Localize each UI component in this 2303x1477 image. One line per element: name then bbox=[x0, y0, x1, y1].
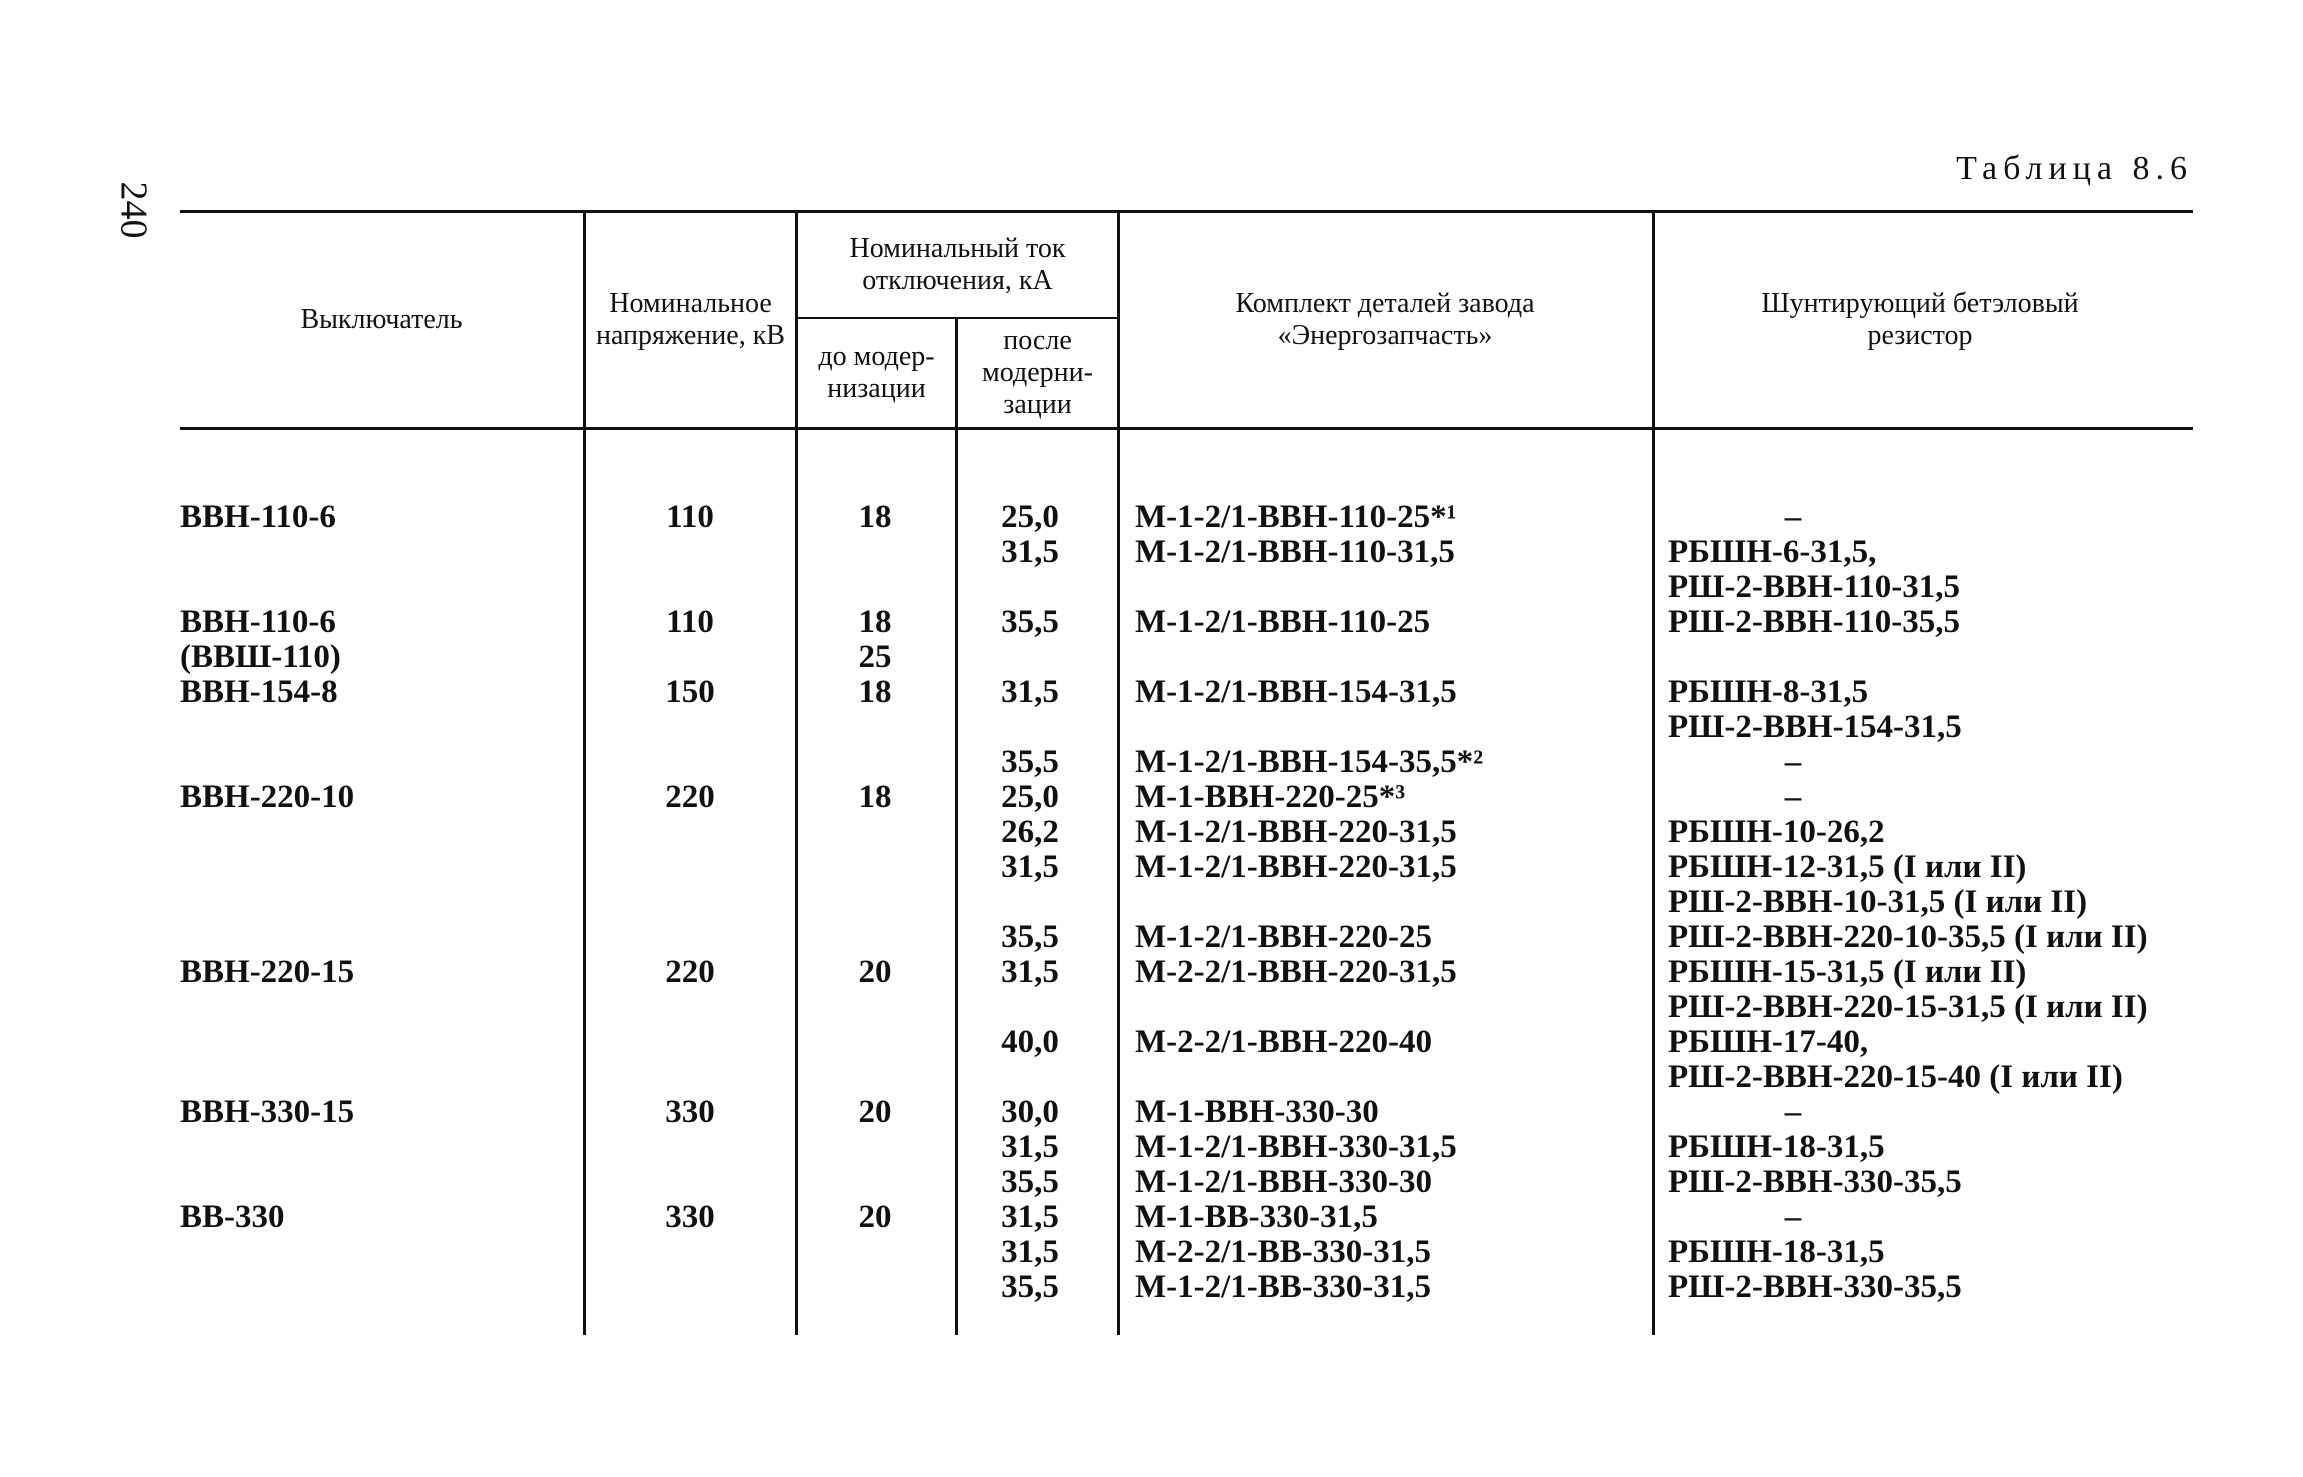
parts-kit: М-1-2/1-ВВН-110-25 bbox=[1135, 604, 1431, 640]
parts-kit: М-1-2/1-ВВН-110-25*¹ bbox=[1135, 499, 1457, 535]
resistor-line: – bbox=[1784, 779, 1802, 815]
rated-voltage: 110 bbox=[666, 499, 714, 535]
current-before: 18 bbox=[858, 674, 892, 710]
parts-kit: М-1-2/1-ВВН-220-25 bbox=[1135, 919, 1432, 955]
resistor-line: РБШН-12-31,5 (I или II) bbox=[1668, 849, 2027, 885]
current-before: 18 bbox=[858, 604, 892, 640]
current-after: 31,5 bbox=[1001, 674, 1059, 710]
parts-kit: М-1-ВВ-330-31,5 bbox=[1135, 1199, 1378, 1235]
resistor-line: РШ-2-ВВН-220-15-31,5 (I или II) bbox=[1668, 989, 2148, 1025]
resistor-line: РБШН-18-31,5 bbox=[1668, 1234, 1885, 1270]
rated-voltage: 110 bbox=[666, 604, 714, 640]
resistor-line: РБШН-17-40, bbox=[1668, 1024, 1869, 1060]
rated-voltage: 220 bbox=[665, 954, 715, 990]
current-after: 31,5 bbox=[1001, 1199, 1059, 1235]
parts-kit: М-2-2/1-ВВН-220-40 bbox=[1135, 1024, 1432, 1060]
parts-kit: М-2-2/1-ВВ-330-31,5 bbox=[1135, 1234, 1432, 1270]
parts-kit: М-1-2/1-ВВН-110-31,5 bbox=[1135, 534, 1455, 570]
rated-voltage: 330 bbox=[665, 1094, 715, 1130]
resistor-line: РБШН-10-26,2 bbox=[1668, 814, 1885, 850]
parts-kit: М-1-2/1-ВВН-154-35,5*² bbox=[1135, 744, 1484, 780]
breaker-name: ВВ-330 bbox=[180, 1199, 285, 1235]
parts-kit: М-1-ВВН-220-25*³ bbox=[1135, 779, 1406, 815]
resistor-line: РШ-2-ВВН-330-35,5 bbox=[1668, 1164, 1962, 1200]
current-after: 26,2 bbox=[1001, 814, 1059, 850]
resistor-line: РБШН-6-31,5, bbox=[1668, 534, 1877, 570]
breaker-name: ВВН-220-10 bbox=[180, 779, 355, 815]
current-after: 35,5 bbox=[1001, 744, 1059, 780]
current-before: 20 bbox=[858, 1094, 892, 1130]
resistor-line: – bbox=[1784, 499, 1802, 535]
resistor-line: – bbox=[1784, 1199, 1802, 1235]
current-before: 18 bbox=[858, 779, 892, 815]
resistor-line: РБШН-15-31,5 (I или II) bbox=[1668, 954, 2027, 990]
resistor-line: РШ-2-ВВН-154-31,5 bbox=[1668, 709, 1962, 745]
current-before: 25 bbox=[858, 639, 892, 675]
page-number: 240 bbox=[112, 181, 155, 239]
resistor-line: РШ-2-ВВН-220-15-40 (I или II) bbox=[1668, 1059, 2123, 1095]
resistor-line: РШ-2-ВВН-330-35,5 bbox=[1668, 1269, 1962, 1305]
current-before: 20 bbox=[858, 954, 892, 990]
column-divider bbox=[1117, 210, 1120, 1335]
rated-voltage: 150 bbox=[665, 674, 715, 710]
current-after: 31,5 bbox=[1001, 849, 1059, 885]
resistor-line: РШ-2-ВВН-110-31,5 bbox=[1668, 569, 1960, 605]
header-resistor: Шунтирующий бетэловый резистор bbox=[1761, 288, 2079, 351]
resistor-line: – bbox=[1784, 1094, 1802, 1130]
resistor-line: РБШН-18-31,5 bbox=[1668, 1129, 1885, 1165]
header-current-group: Номинальный ток отключения, кА bbox=[849, 233, 1066, 296]
parts-kit: М-1-2/1-ВВН-220-31,5 bbox=[1135, 849, 1457, 885]
current-after: 31,5 bbox=[1001, 1129, 1059, 1165]
header-bottom-rule bbox=[180, 427, 2193, 430]
parts-kit: М-1-2/1-ВВН-330-30 bbox=[1135, 1164, 1432, 1200]
resistor-line: РШ-2-ВВН-110-35,5 bbox=[1668, 604, 1960, 640]
table-caption: Таблица 8.6 bbox=[1956, 150, 2193, 187]
current-before: 18 bbox=[858, 499, 892, 535]
parts-kit: М-1-2/1-ВВН-220-31,5 bbox=[1135, 814, 1457, 850]
resistor-line: РШ-2-ВВН-220-10-35,5 (I или II) bbox=[1668, 919, 2148, 955]
header-before: до модер-низации bbox=[818, 341, 935, 404]
current-after: 35,5 bbox=[1001, 604, 1059, 640]
current-after: 35,5 bbox=[1001, 919, 1059, 955]
header-kit: Комплект деталей завода «Энергозапчасть» bbox=[1235, 288, 1535, 351]
header-breaker: Выключатель bbox=[300, 304, 463, 335]
header-voltage: Номинальное напряжение, кВ bbox=[596, 288, 785, 351]
breaker-name: ВВН-154-8 bbox=[180, 674, 338, 710]
column-divider bbox=[1652, 210, 1655, 1335]
current-after: 31,5 bbox=[1001, 534, 1059, 570]
current-after: 31,5 bbox=[1001, 954, 1059, 990]
current-after: 31,5 bbox=[1001, 1234, 1059, 1270]
header-after: после модерни-зации bbox=[982, 325, 1093, 420]
parts-kit: М-2-2/1-ВВН-220-31,5 bbox=[1135, 954, 1457, 990]
parts-kit: М-1-2/1-ВВН-154-31,5 bbox=[1135, 674, 1457, 710]
resistor-line: – bbox=[1784, 744, 1802, 780]
current-after: 25,0 bbox=[1001, 779, 1059, 815]
current-before: 20 bbox=[858, 1199, 892, 1235]
resistor-line: РШ-2-ВВН-10-31,5 (I или II) bbox=[1668, 884, 2088, 920]
breaker-name: (ВВШ-110) bbox=[180, 639, 341, 675]
breaker-name: ВВН-220-15 bbox=[180, 954, 355, 990]
resistor-line: РБШН-8-31,5 bbox=[1668, 674, 1869, 710]
current-after: 40,0 bbox=[1001, 1024, 1059, 1060]
breaker-name: ВВН-330-15 bbox=[180, 1094, 355, 1130]
current-after: 35,5 bbox=[1001, 1164, 1059, 1200]
breaker-name: ВВН-110-6 bbox=[180, 604, 336, 640]
rated-voltage: 330 bbox=[665, 1199, 715, 1235]
breaker-name: ВВН-110-6 bbox=[180, 499, 336, 535]
parts-kit: М-1-ВВН-330-30 bbox=[1135, 1094, 1379, 1130]
current-after: 25,0 bbox=[1001, 499, 1059, 535]
current-after: 30,0 bbox=[1001, 1094, 1059, 1130]
parts-kit: М-1-2/1-ВВН-330-31,5 bbox=[1135, 1129, 1457, 1165]
current-after: 35,5 bbox=[1001, 1269, 1059, 1305]
rated-voltage: 220 bbox=[665, 779, 715, 815]
parts-kit: М-1-2/1-ВВ-330-31,5 bbox=[1135, 1269, 1432, 1305]
